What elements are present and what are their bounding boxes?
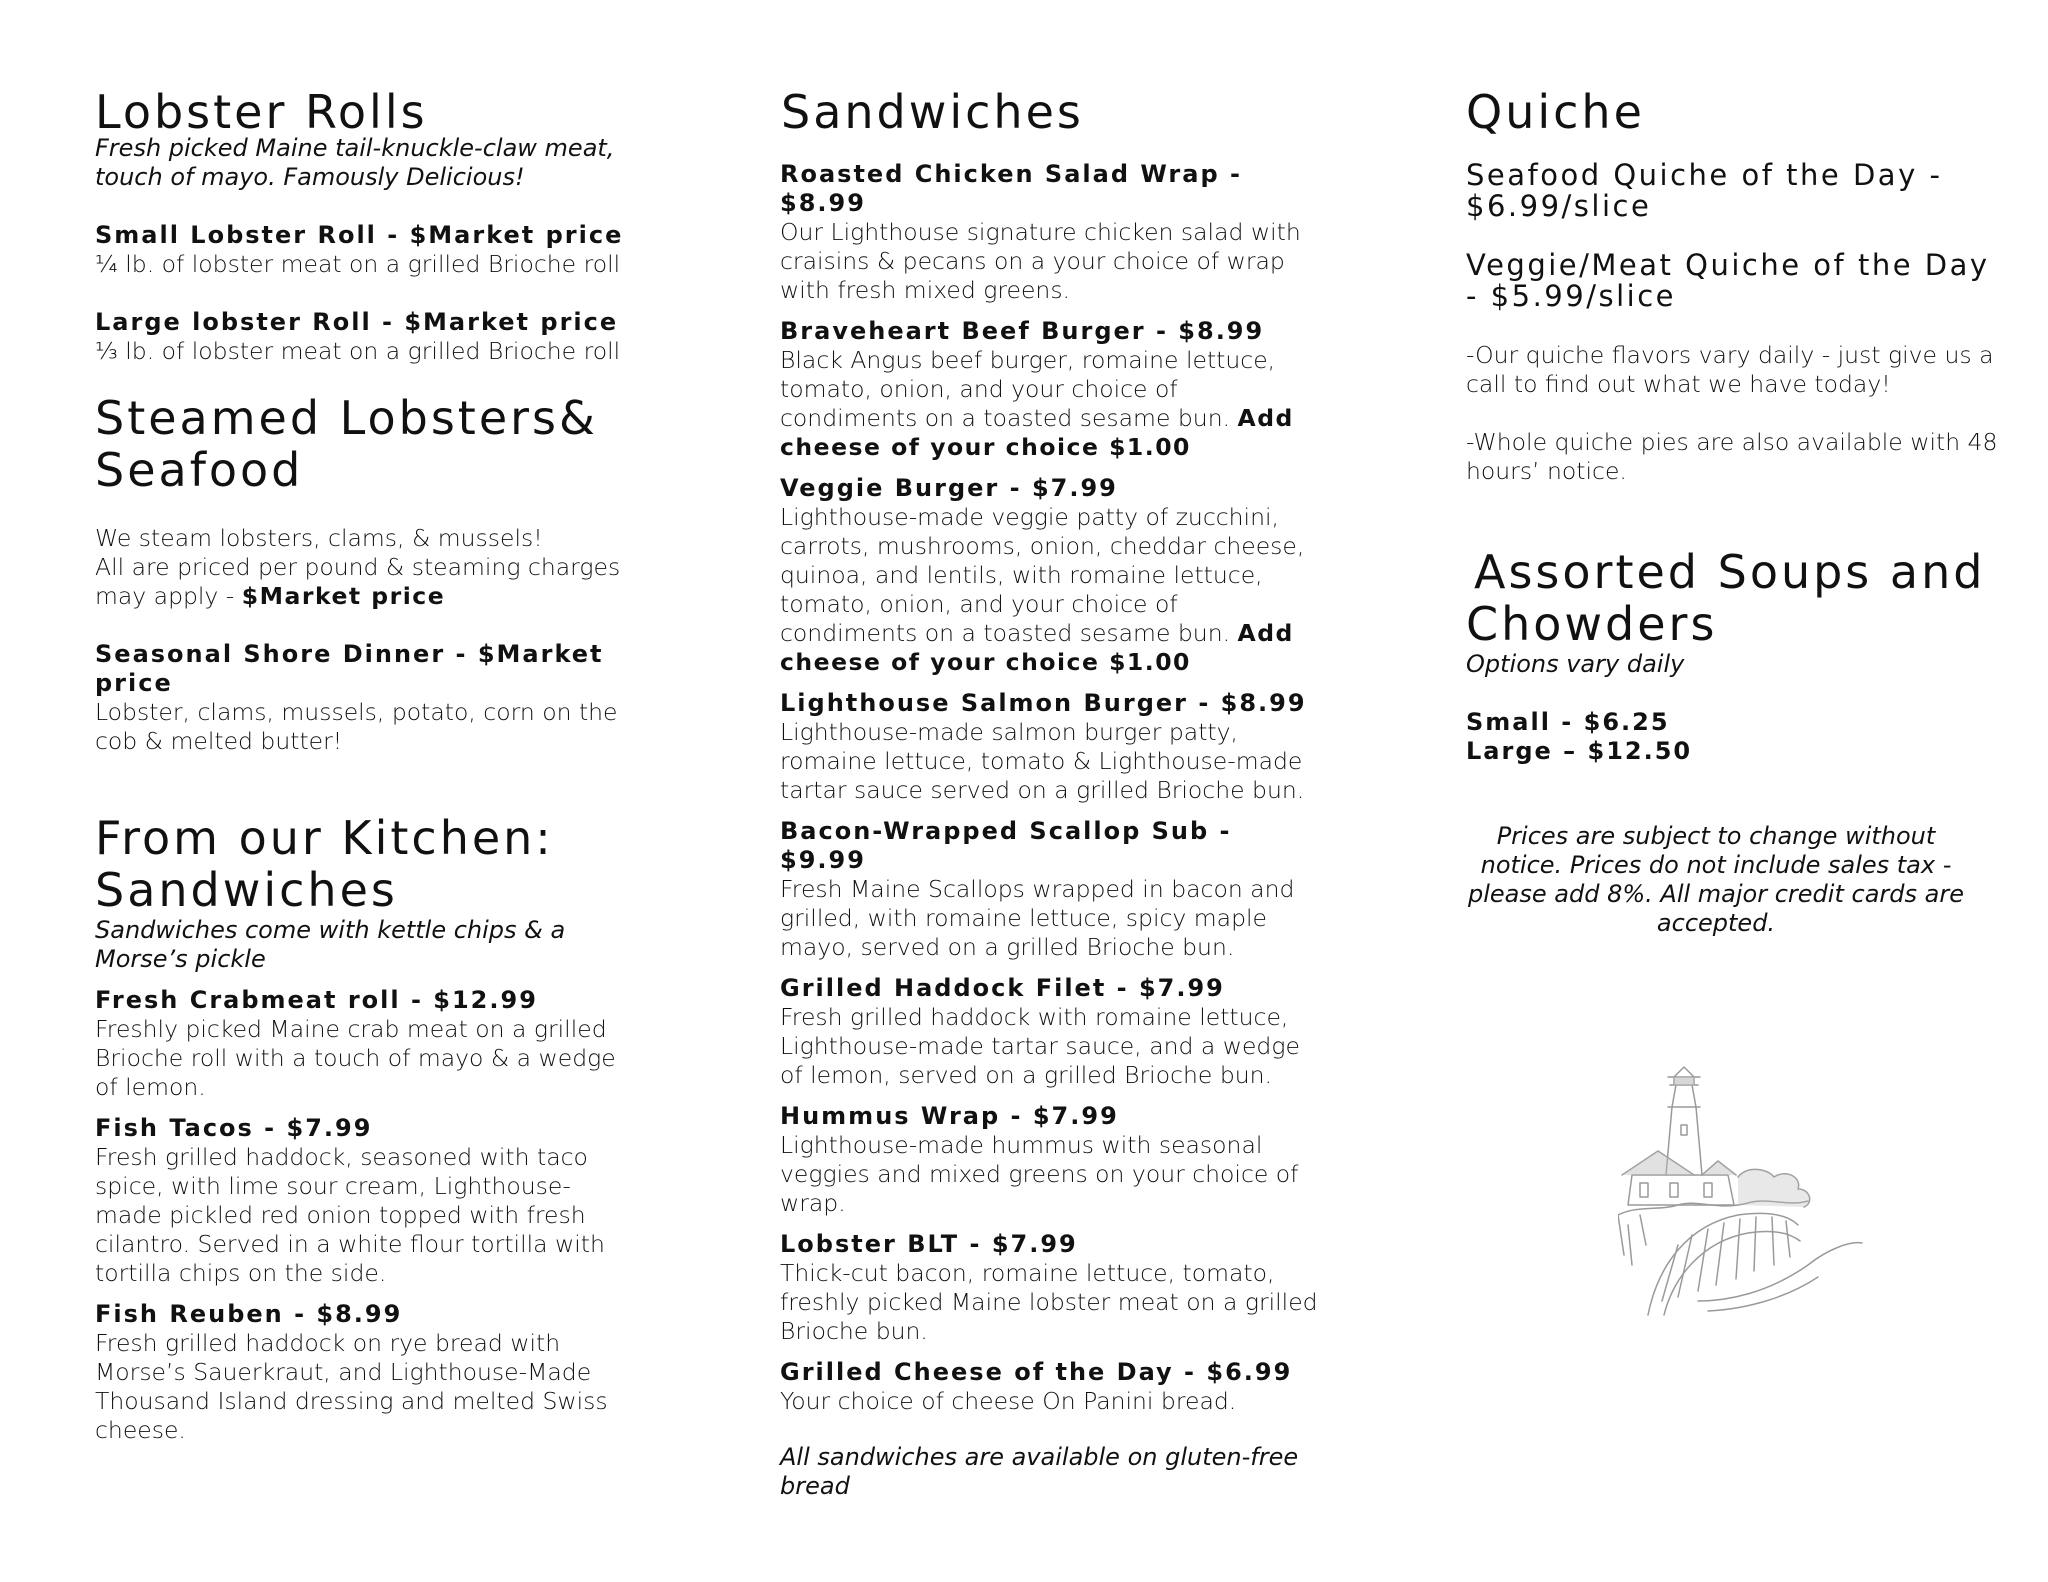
item-name: Grilled Haddock Filet - $7.99 (780, 974, 1225, 1002)
item-description: Fresh grilled haddock with romaine lettuce, Lighthouse-made tartar sauce, and a wedge of lemon, served on a grilled Brioche bun. (780, 1003, 1300, 1089)
steamed-text-line1: We steam lobsters, clams, & mussels! (95, 524, 543, 552)
menu-item (95, 640, 625, 756)
add-cheese-note: Add cheese of your choice $1.00 (780, 404, 1294, 461)
item-description: Our Lighthouse signature chicken salad with craisins & pecans on a your choice of wrap with fresh mixed greens. (780, 218, 1301, 304)
lobster-rolls-title: Lobster Rolls (95, 85, 428, 139)
add-cheese-note: Add cheese of your choice $1.00 (780, 619, 1294, 676)
seafood-quiche: Seafood Quiche of the Day - $6.99/slice (1466, 158, 1943, 223)
item-name: Braveheart Beef Burger - $8.99 (780, 317, 1265, 345)
quiche-note: -Our quiche flavors vary daily - just give us a call to find out what we have today! (1466, 341, 1994, 398)
gluten-free-note: All sandwiches are available on gluten-free bread (780, 1443, 1299, 1500)
item-name: Fresh Crabmeat roll - $12.99 (95, 986, 538, 1014)
soups-subtitle: Options vary daily (1466, 650, 1685, 678)
kitchen-title (95, 812, 625, 916)
kitchen-title-line1: From our Kitchen: (95, 811, 554, 865)
steamed-price: $Market price (241, 582, 446, 610)
item-description: Lighthouse-made hummus with seasonal veggies and mixed greens on your choice of wrap. (780, 1131, 1299, 1217)
lighthouse-illustration (1618, 1065, 1863, 1320)
item-name: Fish Reuben - $8.99 (95, 1300, 403, 1328)
menu-item (95, 308, 625, 366)
soups-title (1466, 545, 2006, 651)
steamed-info (95, 524, 625, 611)
item-name: Bacon-Wrapped Scallop Sub - $9.99 (780, 817, 1232, 874)
quiche-note: -Whole quiche pies are also available with 48 hours’ notice. (1466, 428, 1998, 485)
item-name: Roasted Chicken Salad Wrap - $8.99 (780, 160, 1242, 217)
menu-item (780, 974, 1320, 1090)
menu-item (780, 817, 1320, 962)
kitchen-title-line2: Sandwiches (95, 863, 398, 917)
menu-item (780, 1230, 1320, 1346)
steamed-title (95, 392, 625, 496)
item-description: Thick-cut bacon, romaine lettuce, tomato, freshly picked Maine lobster meat on a grilled Brioche bun. (780, 1259, 1318, 1345)
item-name: Lobster BLT - $7.99 (780, 1230, 1078, 1258)
item-description: Lighthouse-made salmon burger patty, romaine lettuce, tomato & Lighthouse-made tartar sauce served on a grilled Brioche bun. (780, 718, 1305, 804)
middle-column (780, 86, 1320, 1501)
item-name: Large lobster Roll - $Market price (95, 308, 619, 336)
item-name: Hummus Wrap - $7.99 (780, 1102, 1119, 1130)
item-description: Fresh grilled haddock, seasoned with taco spice, with lime sour cream, Lighthouse-made pickled red onion topped with fresh cilantro. Served in a white flour tortilla with tortilla chips on the side. (95, 1143, 605, 1287)
item-description: ⅓ lb. of lobster meat on a grilled Brioche roll (95, 337, 621, 365)
lobster-rolls-subtitle: Fresh picked Maine tail-knuckle-claw meat, touch of mayo. Famously Delicious! (95, 134, 615, 191)
price-notice: Prices are subject to change without notice. Prices do not include sales tax - please add 8%. All major credit cards are accepted. (1468, 822, 1964, 937)
veggie-meat-quiche: Veggie/Meat Quiche of the Day - $5.99/slice (1466, 248, 1990, 313)
item-name: Veggie Burger - $7.99 (780, 474, 1118, 502)
item-description: ¼ lb. of lobster meat on a grilled Brioche roll (95, 250, 621, 278)
kitchen-subtitle: Sandwiches come with kettle chips & a Morse’s pickle (95, 916, 566, 973)
sandwiches-title: Sandwiches (781, 85, 1084, 139)
soup-large-price: Large – $12.50 (1466, 737, 1693, 765)
soups-title-line1: Assorted Soups and (1474, 545, 1986, 599)
item-name: Grilled Cheese of the Day - $6.99 (780, 1358, 1293, 1386)
item-name: Lighthouse Salmon Burger - $8.99 (780, 689, 1307, 717)
item-description: Lighthouse-made veggie patty of zucchini, carrots, mushrooms, onion, cheddar cheese, quinoa, and lentils, with romaine lettuce, tomato, onion, and your choice of condiments on a toasted sesame bun. Add cheese of your choice $1.00 (780, 503, 1305, 676)
soup-small-price: Small - $6.25 (1466, 708, 1670, 736)
menu-item (95, 1114, 625, 1288)
steamed-title-line1: Steamed Lobsters& (95, 391, 598, 445)
item-description: Your choice of cheese On Panini bread. (780, 1387, 1237, 1415)
item-name: Fish Tacos - $7.99 (95, 1114, 373, 1142)
steamed-title-line2: Seafood (95, 443, 304, 497)
menu-item (780, 474, 1320, 677)
item-description: Fresh grilled haddock on rye bread with Morse’s Sauerkraut, and Lighthouse-Made Thousand Island dressing and melted Swiss cheese. (95, 1329, 608, 1444)
item-description: Freshly picked Maine crab meat on a grilled Brioche roll with a touch of mayo & a wedge of lemon. (95, 1015, 616, 1101)
item-description: Fresh Maine Scallops wrapped in bacon and grilled, with romaine lettuce, spicy maple mayo, served on a grilled Brioche bun. (780, 875, 1295, 961)
menu-item (780, 1102, 1320, 1218)
left-column (95, 86, 625, 1445)
menu-item (780, 160, 1320, 305)
menu-item (95, 1300, 625, 1445)
menu-item (95, 986, 625, 1102)
menu-item (780, 317, 1320, 462)
item-description: Lobster, clams, mussels, potato, corn on the cob & melted butter! (95, 698, 618, 755)
item-name: Small Lobster Roll - $Market price (95, 221, 624, 249)
item-name: Seasonal Shore Dinner - $Market price (95, 640, 604, 697)
menu-item (780, 689, 1320, 805)
menu-item (95, 221, 625, 279)
soups-prices (1466, 708, 2006, 766)
item-description: Black Angus beef burger, romaine lettuce, tomato, onion, and your choice of condiments on a toasted sesame bun. Add cheese of your choice $1.00 (780, 346, 1294, 461)
right-column (1466, 86, 2006, 962)
steamed-text-line2: All are priced per pound & steaming charges may apply - (95, 553, 621, 610)
menu-item (780, 1358, 1320, 1416)
soups-title-line2: Chowders (1466, 597, 1718, 651)
quiche-title: Quiche (1466, 85, 1645, 139)
